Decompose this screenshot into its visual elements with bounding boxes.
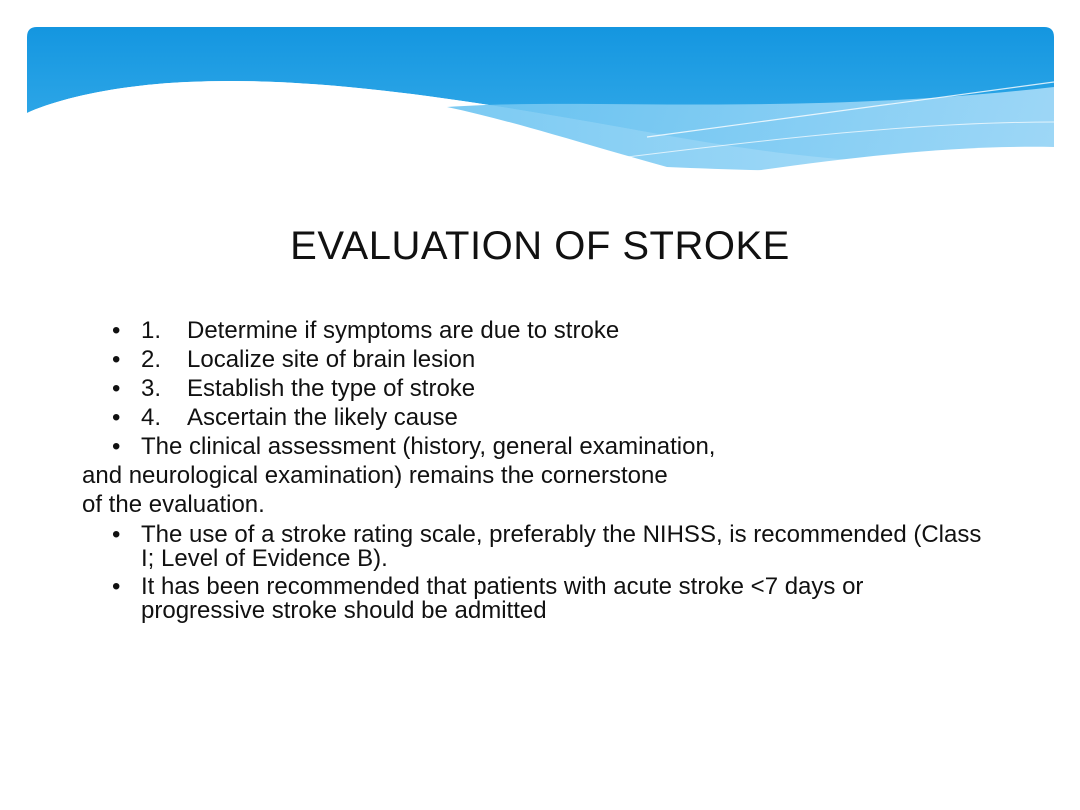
list-item: [112, 316, 992, 345]
item-text: Establish the type of stroke: [187, 375, 476, 402]
bullet-icon: •: [112, 375, 121, 402]
item-number: 2.: [141, 346, 162, 373]
item-text: Determine if symptoms are due to stroke: [187, 317, 620, 344]
header-wave-banner: [27, 27, 1054, 175]
list-item: [112, 345, 992, 374]
item-number: 3.: [141, 375, 162, 402]
slide-title: EVALUATION OF STROKE: [290, 224, 790, 268]
bullet-text: It has been recommended that patients with acute stroke <7 days or progressive stroke should be admitted: [141, 573, 864, 624]
assessment-paragraph: [82, 432, 992, 519]
bullet-icon: •: [112, 521, 121, 548]
bullet-icon: •: [112, 573, 121, 600]
bullet-text: The use of a stroke rating scale, preferably the NIHSS, is recommended (Class I; Level of Evidence B).: [141, 521, 982, 572]
item-text: Ascertain the likely cause: [187, 404, 458, 431]
item-number: 1.: [141, 317, 162, 344]
bullet-icon: •: [112, 317, 121, 344]
item-text: Localize site of brain lesion: [187, 346, 476, 373]
paragraph-line: of the evaluation.: [82, 491, 265, 518]
bullet-icon: •: [112, 433, 121, 460]
list-item: [112, 575, 992, 623]
list-item: [112, 523, 992, 571]
paragraph-line: and neurological examination) remains the cornerstone: [82, 462, 668, 489]
list-item: [112, 403, 992, 432]
bullet-icon: •: [112, 404, 121, 431]
bullet-icon: •: [112, 346, 121, 373]
item-number: 4.: [141, 404, 162, 431]
wave-graphic: [27, 27, 1054, 175]
slide-content: [82, 316, 992, 624]
list-item: [112, 374, 992, 403]
paragraph-line: The clinical assessment (history, general examination,: [141, 433, 716, 460]
